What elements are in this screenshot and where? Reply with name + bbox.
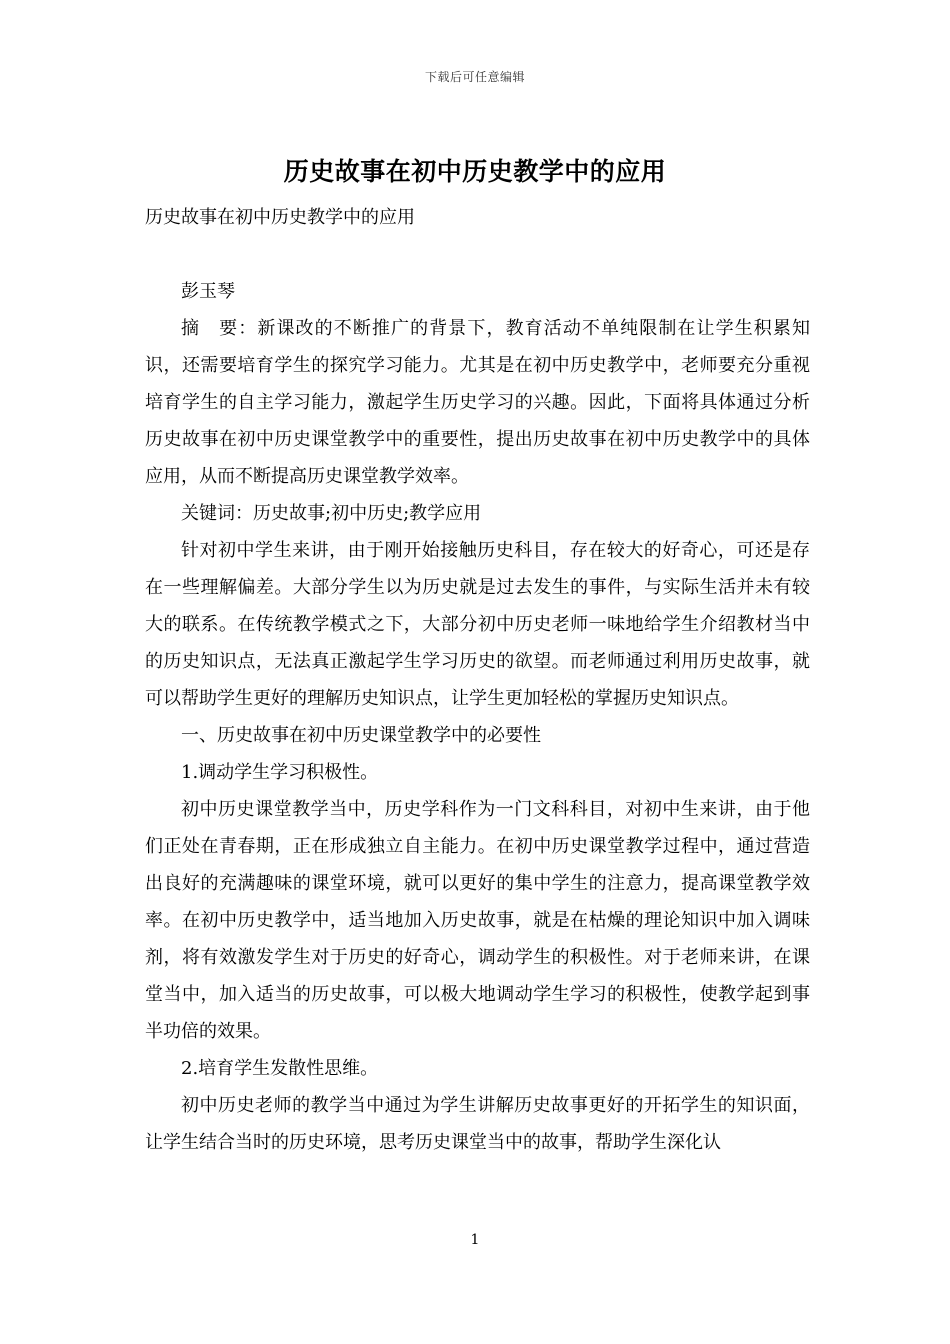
document-body — [145, 199, 810, 1161]
keywords: 关键词：历史故事;初中历史;教学应用 — [181, 503, 482, 524]
body-paragraph: 初中历史课堂教学当中，历史学科作为一门文科科目，对初中生来讲，由于他们正处在青春期，正在形成独立自主能力。在初中历史课堂教学过程中，通过营造出良好的充满趣味的课堂环境，就可以更好的集中学生的注意力，提高课堂教学效率。在初中历史教学中，适当地加入历史故事，就是在枯燥的理论知识中加入调味剂，将有效激发学生对于历史的好奇心，调动学生的积极性。对于老师来讲，在课堂当中，加入适当的历史故事，可以极大地调动学生学习的积极性，使教学起到事半功倍的效果。 — [145, 799, 810, 1042]
abstract-paragraph: 摘 要：新课改的不断推广的背景下，教育活动不单纯限制在让学生积累知识，还需要培育学生的探究学习能力。尤其是在初中历史教学中，老师要充分重视培育学生的自主学习能力，激起学生历史学习的兴趣。因此，下面将具体通过分析历史故事在初中历史课堂教学中的重要性，提出历史故事在初中历史教学中的具体应用，从而不断提高历史课堂教学效率。 — [145, 318, 810, 487]
subsection-heading: 1.调动学生学习积极性。 — [181, 762, 379, 783]
header-note: 下载后可任意编辑 — [424, 70, 525, 84]
subtitle: 历史故事在初中历史教学中的应用 — [145, 207, 415, 228]
author: 彭玉琴 — [181, 281, 235, 302]
section-heading: 一、历史故事在初中历史课堂教学中的必要性 — [181, 725, 541, 746]
body-paragraph: 初中历史老师的教学当中通过为学生讲解历史故事更好的开拓学生的知识面，让学生结合当时的历史环境，思考历史课堂当中的故事，帮助学生深化认 — [145, 1095, 810, 1153]
subsection-heading: 2.培育学生发散性思维。 — [181, 1058, 379, 1079]
intro-paragraph: 针对初中学生来讲，由于刚开始接触历史科目，存在较大的好奇心，可还是存在一些理解偏差。大部分学生以为历史就是过去发生的事件，与实际生活并未有较大的联系。在传统教学模式之下，大部分初中历史老师一味地给学生介绍教材当中的历史知识点，无法真正激起学生学习历史的欲望。而老师通过利用历史故事，就可以帮助学生更好的理解历史知识点，让学生更加轻松的掌握历史知识点。 — [145, 540, 810, 709]
page-number: 1 — [470, 1232, 480, 1248]
blank-line — [145, 236, 810, 273]
document-title: 历史故事在初中历史教学中的应用 — [283, 157, 667, 186]
